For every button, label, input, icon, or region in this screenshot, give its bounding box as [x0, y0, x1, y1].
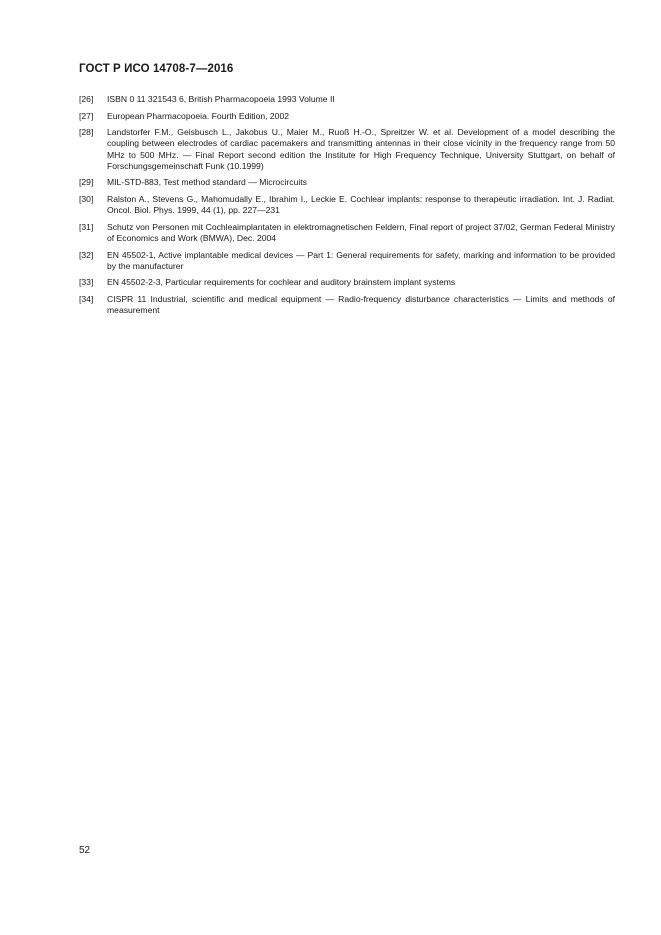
reference-text: MIL-STD-883, Test method standard — Microcircuits — [107, 177, 307, 188]
reference-text: Ralston A., Stevens G., Mahomudally E., Ibrahim I., Leckie E. Cochlear implants: response to therapeutic irradiation. Int. J. Radiat. Oncol. Biol. Phys. 1999, 44 (1), pp. 227—231 — [107, 193, 615, 216]
document-header: ГОСТ Р ИСО 14708-7—2016 — [79, 63, 234, 75]
bibliography-entry-26 — [79, 94, 615, 105]
bibliography-entry-34 — [79, 294, 615, 316]
reference-number: [28] — [79, 127, 94, 138]
reference-text: CISPR 11 Industrial, scientific and medical equipment — Radio-frequency disturbance characteristics — Limits and methods of measurement — [107, 293, 615, 316]
reference-text: Landstorfer F.M., Geisbusch L., Jakobus U., Maier M., Ruoß H.-O., Spreitzer W. et al. Development of a model describing the coupling between electrodes of cardiac pacemakers and transmitting antennas in their close vicinity in the frequency range from 50 MHz to 500 MHz. — Final Report second edition the Institute for High Frequency Technique, University Stuttgart, on behalf of Forschungsgemeinschaft Funk (10.1999) — [107, 127, 615, 171]
reference-text: EN 45502-1, Active implantable medical devices — Part 1: General requirements for safety, marking and information to be provided by the manufacturer — [107, 249, 615, 271]
reference-number: [32] — [79, 249, 94, 260]
bibliography-entry-29 — [79, 177, 615, 188]
reference-text: European Pharmacopoeia. Fourth Edition, 2002 — [107, 110, 290, 121]
reference-number: [26] — [79, 94, 94, 104]
reference-text: ISBN 0 11 321543 6, British Pharmacopoeia 1993 Volume II — [107, 94, 335, 104]
bibliography-list — [79, 94, 615, 322]
reference-number: [30] — [79, 193, 94, 204]
bibliography-entry-28 — [79, 127, 615, 172]
bibliography-entry-32 — [79, 250, 615, 272]
reference-number: [34] — [79, 293, 94, 304]
bibliography-entry-30 — [79, 194, 615, 216]
reference-number: [27] — [79, 110, 94, 121]
bibliography-entry-27 — [79, 111, 615, 122]
reference-number: [31] — [79, 221, 94, 232]
reference-number: [33] — [79, 277, 94, 288]
page-number: 52 — [79, 845, 91, 856]
reference-text: EN 45502-2-3, Particular requirements for cochlear and auditory brainstem implant systems — [107, 277, 456, 288]
reference-text: Schutz von Personen mit Cochleaimplantaten in elektromagnetischen Feldern, Final report of project 37/02, German Federal Ministry of Economics and Work (BMWA), Dec. 2004 — [107, 221, 615, 243]
reference-number: [29] — [79, 177, 94, 188]
bibliography-entry-31 — [79, 222, 615, 244]
bibliography-entry-33 — [79, 277, 615, 288]
